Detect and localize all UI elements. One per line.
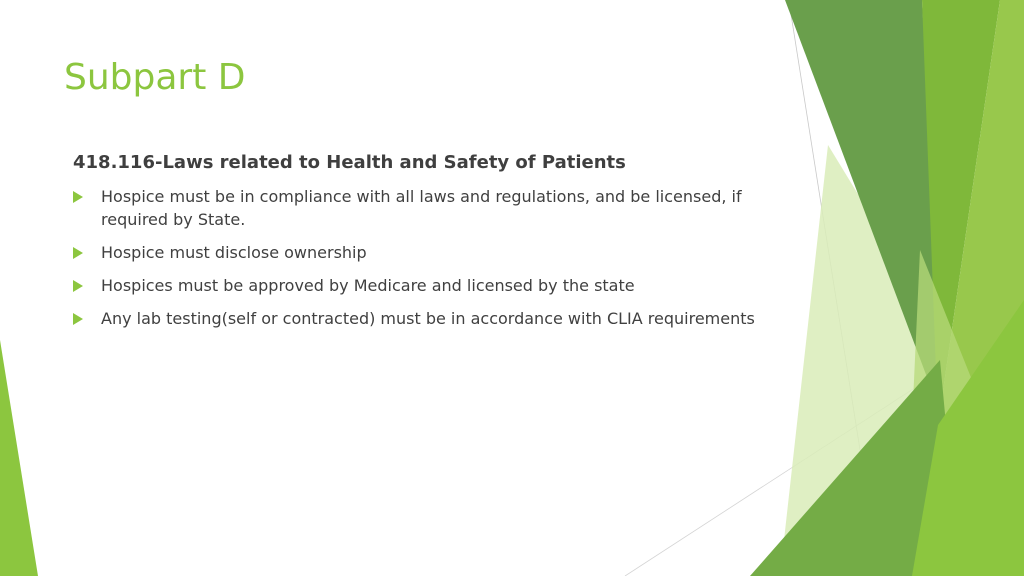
list-item-text: Hospice must be in compliance with all laws and regulations, and be licensed, if required by State. <box>101 187 742 229</box>
list-item <box>73 185 793 231</box>
left-edge-shape <box>0 340 38 576</box>
content-area <box>73 151 793 340</box>
list-item <box>73 241 793 264</box>
triangle-right-icon <box>73 247 83 259</box>
list-item-text: Hospice must disclose ownership <box>101 243 367 262</box>
triangle-right-icon <box>73 313 83 325</box>
list-item <box>73 307 793 330</box>
list-item-text: Any lab testing(self or contracted) must be in accordance with CLIA requirements <box>101 309 755 328</box>
page-title: Subpart D <box>64 57 246 98</box>
triangle-right-icon <box>73 280 83 292</box>
list-item-text: Hospices must be approved by Medicare and licensed by the state <box>101 276 635 295</box>
list-item <box>73 274 793 297</box>
triangle-right-icon <box>73 191 83 203</box>
bullet-list <box>73 185 793 330</box>
section-heading: 418.116-Laws related to Health and Safety of Patients <box>73 152 626 173</box>
